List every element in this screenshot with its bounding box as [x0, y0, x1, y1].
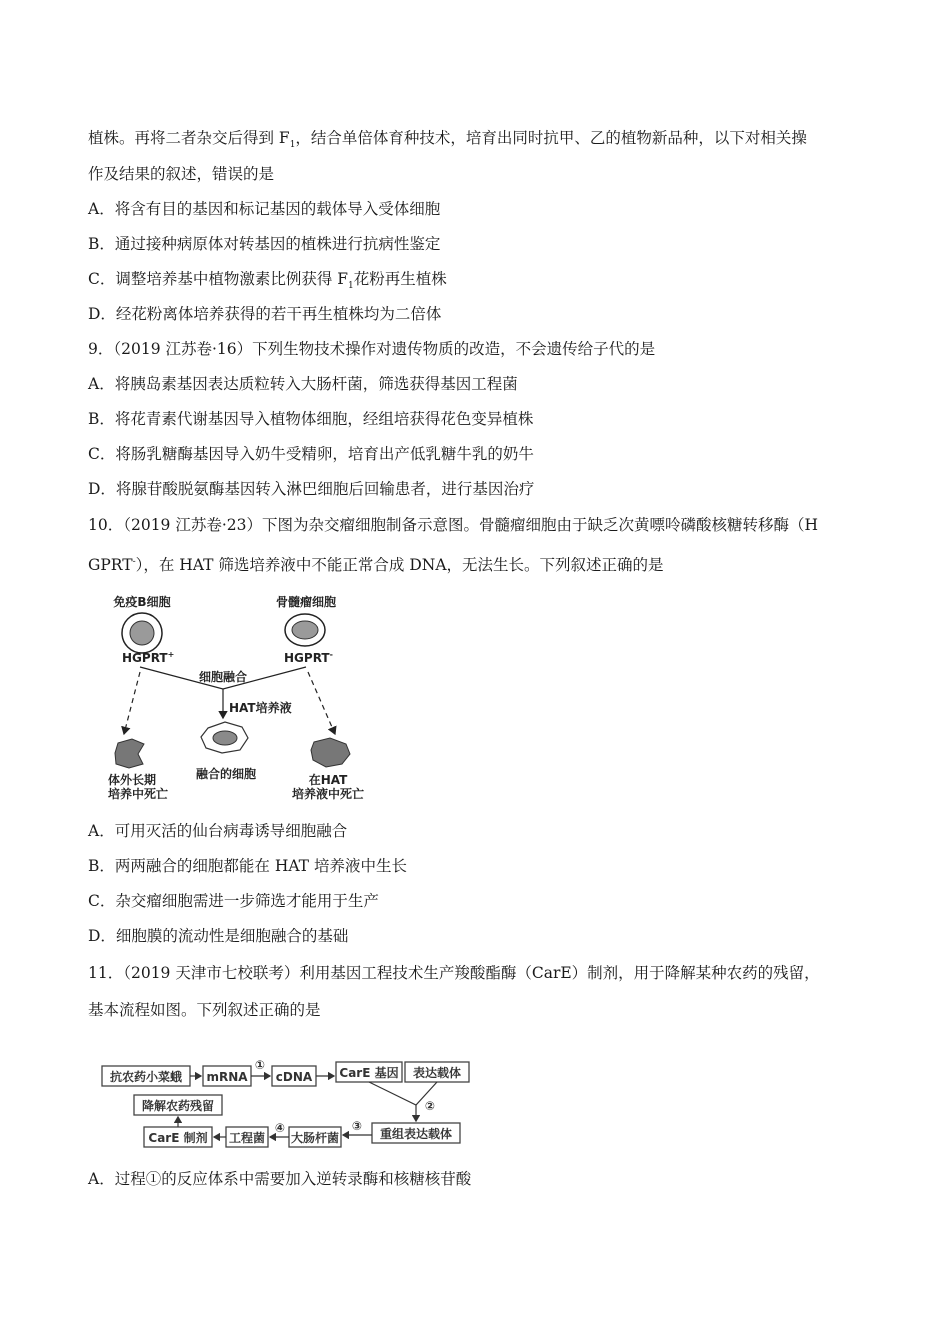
- question11-stem-line2: 基本流程如图。下列叙述正确的是: [88, 1001, 321, 1019]
- question8-option-d: D．经花粉离体培养获得的若干再生植株均为二倍体: [88, 305, 442, 323]
- text-segment: 花粉再生植株: [353, 270, 447, 288]
- right-dashed-arrow: [308, 672, 335, 734]
- right-result-line2: 培养液中死亡: [291, 787, 365, 801]
- question8-option-b: B．通过接种病原体对转基因的植株进行抗病性鉴定: [88, 235, 441, 253]
- left-dashed-arrow: [124, 672, 140, 734]
- subscript: 1: [289, 140, 296, 151]
- box-engineered-bacteria: 工程菌: [228, 1131, 266, 1145]
- question10-stem-line2: [88, 551, 664, 576]
- hgprt-left-label: HGPRT+: [122, 650, 175, 665]
- box-expression-vector: 表达载体: [412, 1066, 462, 1080]
- question10-option-b: B．两两融合的细胞都能在 HAT 培养液中生长: [88, 857, 407, 875]
- step4-label: ④: [274, 1121, 286, 1135]
- text-segment: 植株。再将二者杂交后得到 F: [88, 129, 290, 147]
- question9-option-a: A．将胰岛素基因表达质粒转入大肠杆菌，筛选获得基因工程菌: [88, 375, 518, 393]
- box-care-preparation: CarE 制剂: [148, 1131, 208, 1145]
- box-mrna: mRNA: [206, 1070, 248, 1084]
- question10-option-a: A．可用灭活的仙台病毒诱导细胞融合: [88, 822, 348, 840]
- question8-option-c: [88, 268, 447, 297]
- step2-label: ②: [424, 1099, 436, 1113]
- left-result-line1: 体外长期: [107, 773, 157, 787]
- text-segment: C．调整培养基中植物激素比例获得 F: [88, 270, 349, 288]
- myeloma-nucleus: [292, 621, 318, 639]
- question9-stem: 9．（2019 江苏卷·16）下列生物技术操作对遗传物质的改造，不会遗传给子代的是: [88, 340, 656, 358]
- right-result-line1: 在HAT: [308, 773, 348, 787]
- question8-stem-line2: 作及结果的叙述，错误的是: [88, 165, 275, 183]
- care-production-flowchart: [100, 1055, 475, 1150]
- box-care-gene: CarE 基因: [339, 1066, 399, 1080]
- text-segment: ，结合单倍体育种技术，培育出同时抗甲、乙的植物新品种，以下对相关操: [295, 129, 807, 147]
- myeloma-label: 骨髓瘤细胞: [275, 595, 337, 609]
- box-e-coli: 大肠杆菌: [290, 1131, 340, 1145]
- superscript: -: [132, 557, 136, 567]
- dead-myeloma-cell: [311, 738, 350, 767]
- box-degrade-residue: 降解农药残留: [141, 1099, 215, 1113]
- box-recombinant-vector: 重组表达载体: [379, 1127, 453, 1141]
- question10-stem-line1: 10．（2019 江苏卷·23）下图为杂交瘤细胞制备示意图。骨髓瘤细胞由于缺乏次黄嘌呤磷酸核糖转移酶（H: [88, 516, 819, 534]
- fused-cell-nucleus: [213, 731, 237, 745]
- box-cdna: cDNA: [275, 1070, 313, 1084]
- question8-option-a: A．将含有目的基因和标记基因的载体导入受体细胞: [88, 200, 441, 218]
- hybridoma-diagram: [80, 588, 400, 803]
- question10-option-d: D．细胞膜的流动性是细胞融合的基础: [88, 927, 349, 945]
- question10-option-c: C．杂交瘤细胞需进一步筛选才能用于生产: [88, 892, 379, 910]
- question9-option-d: D．将腺苷酸脱氨酶基因转入淋巴细胞后回输患者，进行基因治疗: [88, 480, 535, 498]
- fusion-label: 细胞融合: [198, 670, 248, 684]
- question9-option-b: B．将花青素代谢基因导入植物体细胞，经组培获得花色变异植株: [88, 410, 534, 428]
- dead-b-cell: [115, 739, 144, 768]
- question11-stem-line1: 11．（2019 天津市七校联考）利用基因工程技术生产羧酸酯酶（CarE）制剂，用于降解某种农药的残留，: [88, 964, 820, 982]
- hat-label: HAT培养液: [229, 701, 292, 715]
- text-segment: ），在 HAT 筛选培养液中不能正常合成 DNA，无法生长。下列叙述正确的是: [135, 556, 664, 575]
- b-cell-nucleus: [130, 621, 154, 645]
- text-segment: GPRT: [88, 556, 133, 575]
- step1-label: ①: [254, 1058, 266, 1072]
- question8-stem-line1: [88, 127, 807, 156]
- middle-result: 融合的细胞: [195, 767, 257, 781]
- question11-option-a: A．过程①的反应体系中需要加入逆转录酶和核糖核苷酸: [88, 1170, 472, 1188]
- left-result-line2: 培养中死亡: [107, 787, 169, 801]
- question9-option-c: C．将肠乳糖酶基因导入奶牛受精卵，培育出产低乳糖牛乳的奶牛: [88, 445, 534, 463]
- step3-label: ③: [351, 1119, 363, 1133]
- hgprt-right-label: HGPRT-: [284, 650, 333, 665]
- b-cell-label: 免疫B细胞: [113, 595, 171, 609]
- box-resistant-moth: 抗农药小菜蛾: [109, 1070, 183, 1084]
- subscript: 1: [348, 281, 354, 292]
